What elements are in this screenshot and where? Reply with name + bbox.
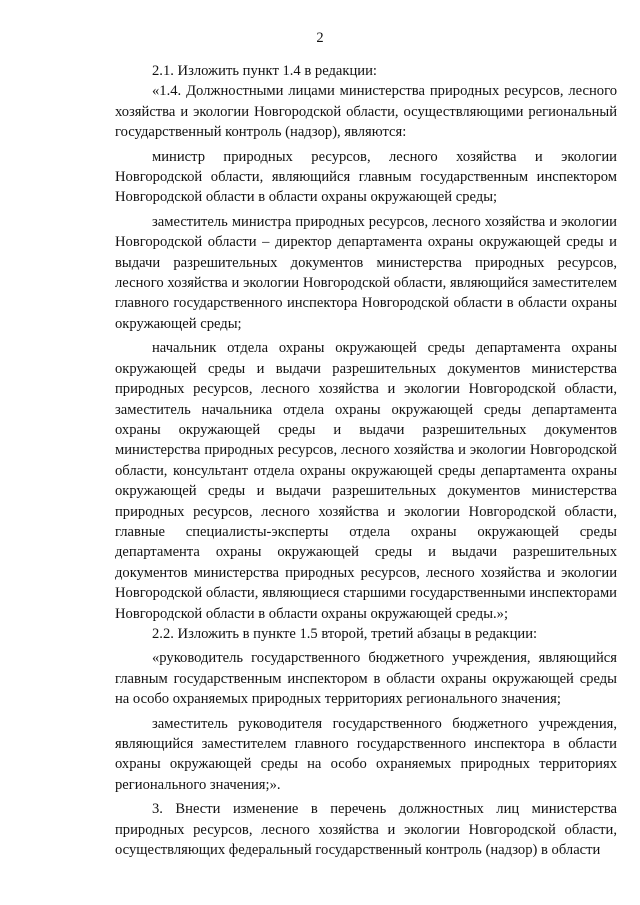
paragraph-head-institution: «руководитель государственного бюджетного учреждения, являющийся главным государственным инспектором в области охраны окружающей среды на особо охраняемых природных территориях регионального значения;: [115, 650, 617, 708]
paragraph-2-2-heading: 2.2. Изложить в пункте 1.5 второй, третий абзацы в редакции:: [152, 625, 538, 642]
paragraph-1-4-intro: «1.4. Должностными лицами министерства природных ресурсов, лесного хозяйства и экологии Новгородской области, осуществляющими региональный государственный контроль (надзор), являются:: [115, 83, 617, 141]
page-number: 2: [316, 30, 324, 46]
document-body: [115, 61, 617, 860]
paragraph-department-staff: начальник отдела охраны окружающей среды департамента охраны окружающей среды и выдачи разрешительных документов министерства природных ресурсов, лесного хозяйства и экологии Новгородской области, заместитель начальника отдела охраны окружающей среды департамента охраны окружающей среды и выдачи разрешительных документов министерства природных ресурсов, лесного хозяйства и экологии Новгородской области, консультант отдела охраны окружающей среды департамента охраны окружающей среды и выдачи разрешительных документов министерства природных ресурсов, лесного хозяйства и экологии Новгородской области, главные специалисты-эксперты отдела охраны окружающей среды департамента охраны окружающей среды и выдачи разрешительных документов министерства природных ресурсов, лесного хозяйства и экологии Новгородской области, являющиеся старшими государственными инспекторами Новгородской области в области охраны окружающей среды.»;: [115, 340, 617, 622]
paragraph-deputy-head-institution: заместитель руководителя государственного бюджетного учреждения, являющийся заместителем главного государственного инспектора в области охраны окружающей среды на особо охраняемых природных территориях регионального значения;».: [115, 715, 617, 793]
paragraph-minister: министр природных ресурсов, лесного хозяйства и экологии Новгородской области, являющийся главным государственным инспектором Новгородской области в области охраны окружающей среды;: [115, 148, 617, 206]
paragraph-deputy-minister: заместитель министра природных ресурсов, лесного хозяйства и экологии Новгородской области – директор департамента охраны окружающей среды и выдачи разрешительных документов министерства природных ресурсов, лесного хозяйства и экологии Новгородской области, являющийся заместителем главного государственного инспектора Новгородской области в области охраны окружающей среды;: [115, 213, 617, 332]
paragraph-2-1-heading: 2.1. Изложить пункт 1.4 в редакции:: [152, 63, 377, 79]
paragraph-3-amendment: 3. Внести изменение в перечень должностных лиц министерства природных ресурсов, лесного хозяйства и экологии Новгородской области, осуществляющих федеральный государственный контроль (надзор) в области: [115, 801, 617, 859]
